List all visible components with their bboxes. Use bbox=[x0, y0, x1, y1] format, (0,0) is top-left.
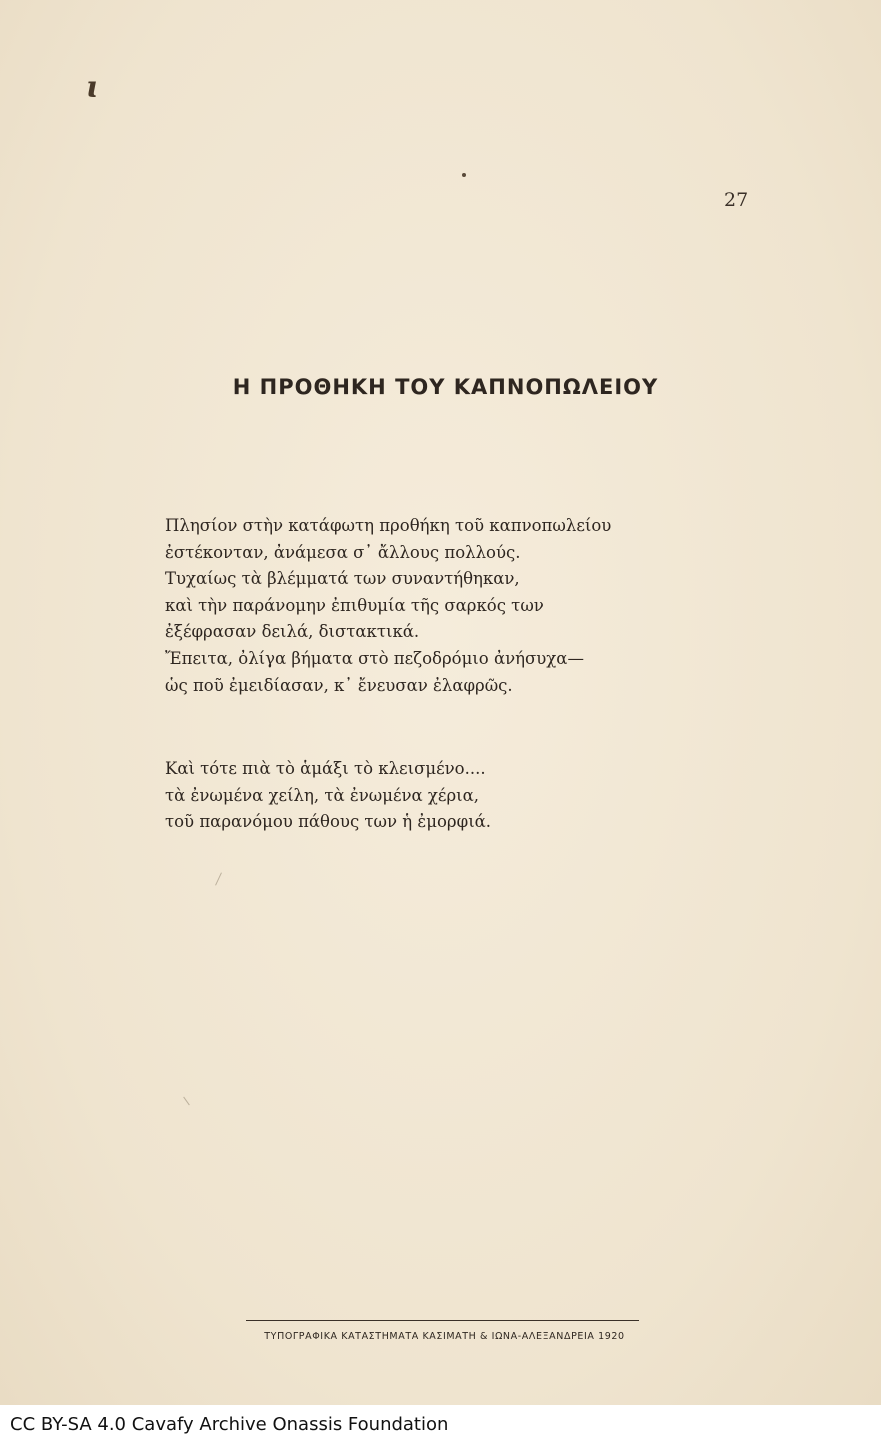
footer-rule bbox=[246, 1320, 639, 1321]
poem-line: ἐξέφρασαν δειλά, διστακτικά. bbox=[165, 622, 420, 642]
poem-line: καὶ τὴν παράνομην ἐπιθυμία τῆς σαρκός των bbox=[165, 595, 544, 615]
poem-line: ἐστέκονταν, ἀνάμεσα σ᾿ ἄλλους πολλούς. bbox=[165, 542, 521, 562]
poem-line: τὰ ἐνωμένα χείλη, τὰ ἐνωμένα χέρια, bbox=[165, 785, 480, 805]
poem-line: Τυχαίως τὰ βλέμματά των συναντήθηκαν, bbox=[165, 569, 520, 589]
printer-imprint: ΤΥΠΟΓΡΑΦΙΚΑ ΚΑΤΑΣΤΗΜΑΤΑ ΚΑΣΙΜΑΤΗ & ΙΩΝΑ-ΑΛΕΞΑΝΔΡΕΙΑ 1920 bbox=[264, 1331, 625, 1342]
ink-speck bbox=[462, 173, 466, 177]
page-number: 27 bbox=[724, 189, 749, 211]
poem-line: ὡς ποῦ ἐμειδίασαν, κ᾿ ἔνευσαν ἐλαφρῶς. bbox=[165, 675, 513, 695]
poem-title: Η ΠΡΟΘΗΚΗ ΤΟΥ ΚΑΠΝΟΠΩΛΕΙΟΥ bbox=[232, 375, 659, 399]
poem-line: τοῦ παρανόμου πάθους των ἡ ἐμορφιά. bbox=[165, 812, 492, 832]
handwritten-mark: ɩ bbox=[86, 70, 98, 105]
stanza-2 bbox=[165, 756, 491, 836]
license-caption: CC BY-SA 4.0 Cavafy Archive Onassis Foundation bbox=[10, 1414, 449, 1435]
paper-scratch bbox=[215, 872, 222, 885]
poem-line: Πλησίον στὴν κατάφωτη προθήκη τοῦ καπνοπωλείου bbox=[165, 516, 612, 535]
stanza-1 bbox=[165, 513, 611, 699]
poem-line: Ἔπειτα, ὀλίγα βήματα στὸ πεζοδρόμιο ἀνήσυχα— bbox=[165, 648, 584, 668]
paper-scratch bbox=[183, 1097, 190, 1106]
poem-line: Καὶ τότε πιὰ τὸ ἁμάξι τὸ κλεισμένο.... bbox=[165, 759, 486, 778]
